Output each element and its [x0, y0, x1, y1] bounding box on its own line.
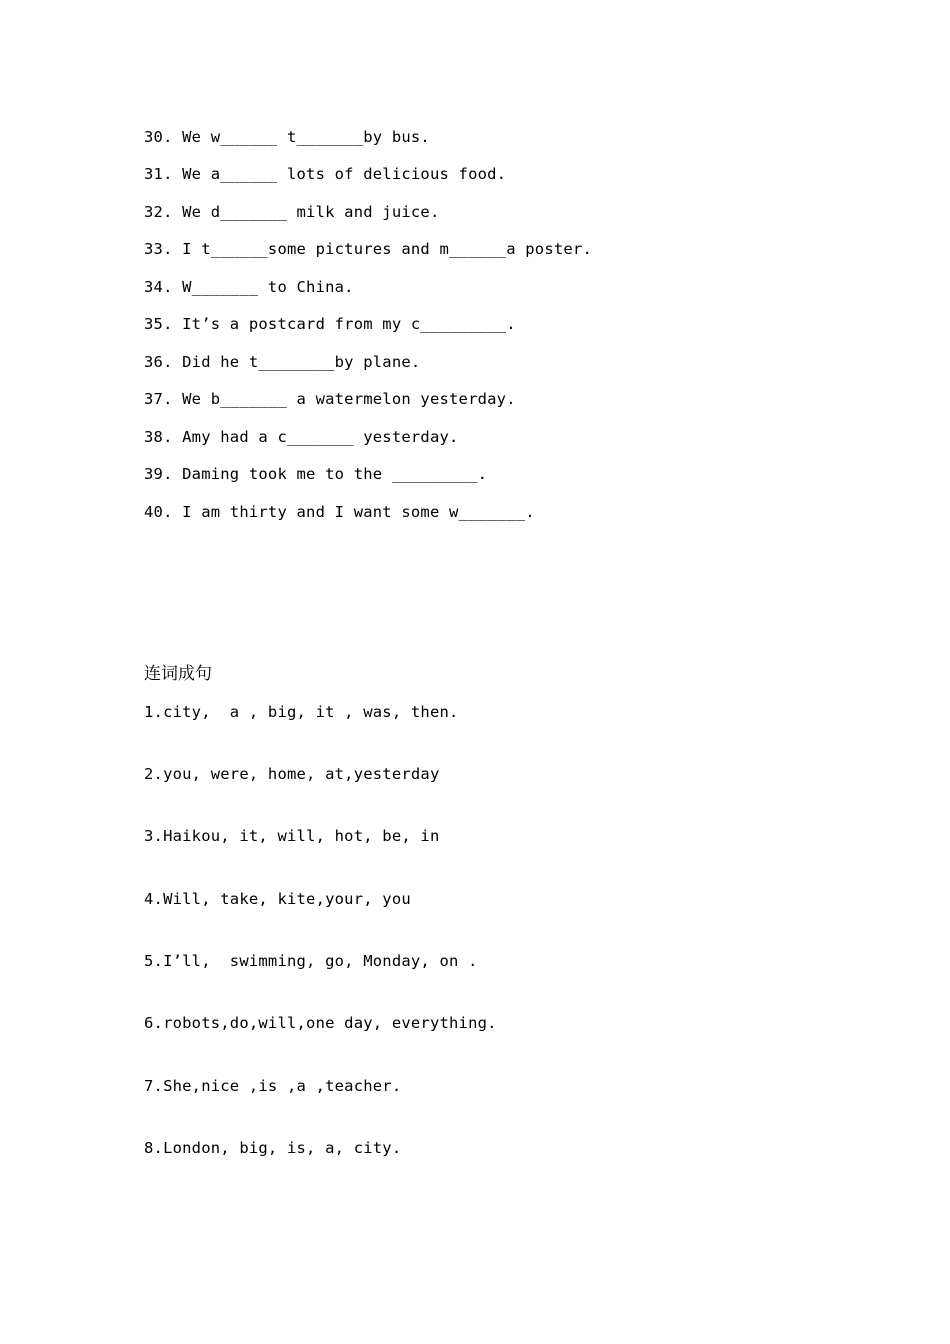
reorder-item-8: 8.London, big, is, a, city. — [144, 1139, 402, 1157]
worksheet-page — [144, 0, 950, 1344]
reorder-item-7: 7.She,nice ,is ,a ,teacher. — [144, 1077, 402, 1095]
fill-in-item-37: 37. We b_______ a watermelon yesterday. — [144, 390, 516, 408]
fill-in-item-38: 38. Amy had a c_______ yesterday. — [144, 428, 459, 446]
fill-in-item-35: 35. It’s a postcard from my c_________. — [144, 315, 516, 333]
reorder-item-5: 5.I’ll, swimming, go, Monday, on . — [144, 952, 478, 970]
fill-in-item-36: 36. Did he t________by plane. — [144, 353, 421, 371]
reorder-item-3: 3.Haikou, it, will, hot, be, in — [144, 827, 440, 845]
reorder-item-1: 1.city, a , big, it , was, then. — [144, 703, 459, 721]
reorder-item-4: 4.Will, take, kite,your, you — [144, 890, 411, 908]
section-title: 连词成句 — [144, 664, 212, 684]
reorder-item-2: 2.you, were, home, at,yesterday — [144, 765, 440, 783]
fill-in-item-30: 30. We w______ t_______by bus. — [144, 128, 430, 146]
reorder-item-6: 6.robots,do,will,one day, everything. — [144, 1014, 497, 1032]
fill-in-item-40: 40. I am thirty and I want some w_______. — [144, 503, 535, 521]
fill-in-item-31: 31. We a______ lots of delicious food. — [144, 165, 507, 183]
fill-in-item-32: 32. We d_______ milk and juice. — [144, 203, 440, 221]
fill-in-item-34: 34. W_______ to China. — [144, 278, 354, 296]
fill-in-item-39: 39. Daming took me to the _________. — [144, 465, 488, 483]
fill-in-item-33: 33. I t______some pictures and m______a poster. — [144, 240, 592, 258]
